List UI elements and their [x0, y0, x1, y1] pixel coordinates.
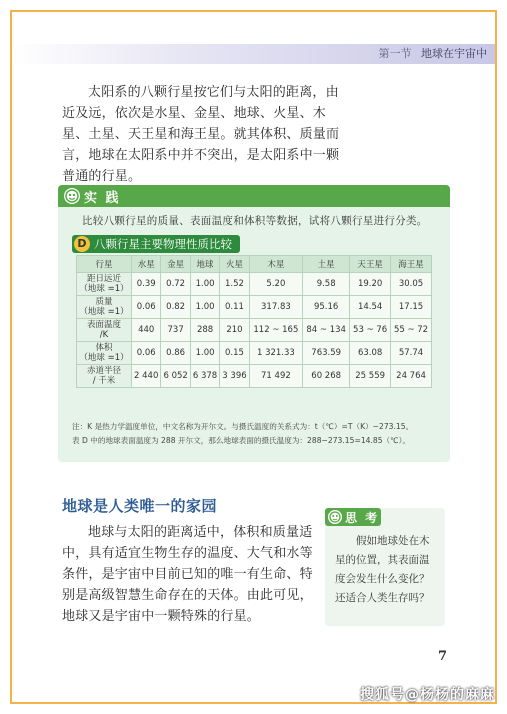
think-icon [328, 510, 342, 524]
table-cell: 2 440 [132, 365, 161, 388]
table-cell: 0.11 [220, 296, 249, 319]
table-cell: 0.39 [132, 273, 161, 296]
table-cell: 63.08 [350, 342, 391, 365]
table-cell: 0.72 [161, 273, 190, 296]
table-cell: 95.16 [303, 296, 350, 319]
table-cell: 0.06 [132, 296, 161, 319]
table-cell: 24 764 [391, 365, 432, 388]
table-header-cell: 金星 [161, 256, 190, 273]
intro-paragraph: 太阳系的八颗行星按它们与太阳的距离，由近及远，依次是水星、金星、地球、火星、木星、土星、天王星和海王星。就其体积、质量而言，地球在太阳系中并不突出，是太阳系中一颗普通的行星。 [62, 85, 340, 184]
table-cell: 6 052 [161, 365, 190, 388]
table-cell: 84 ~ 134 [303, 319, 350, 342]
table-badge: D [74, 236, 90, 252]
practice-box [58, 185, 450, 462]
section-title: 地球是人类唯一的家园 [62, 497, 218, 515]
table-row [77, 273, 432, 296]
table-cell: 30.05 [391, 273, 432, 296]
table-cell: 55 ~ 72 [391, 319, 432, 342]
table-header-cell: 水星 [132, 256, 161, 273]
table-cell: 112 ~ 165 [249, 319, 302, 342]
table-cell: 0.86 [161, 342, 190, 365]
table-row [77, 319, 432, 342]
row-label: 距日远近 （地球 =1） [77, 273, 132, 296]
table-cell: 19.20 [350, 273, 391, 296]
table-header-cell: 海王星 [391, 256, 432, 273]
planet-table [76, 255, 432, 388]
table-cell: 1.00 [190, 296, 219, 319]
table-cell: 0.06 [132, 342, 161, 365]
page-number: 7 [438, 649, 448, 664]
table-note-line2: 表 D 中的地球表面温度为 288 开尔文，那么地球表面的摄氏温度为：288−273.15=14.85（℃）。 [72, 436, 411, 445]
table-cell: 17.15 [391, 296, 432, 319]
table-row [77, 296, 432, 319]
think-title: 思 考 [345, 511, 380, 525]
think-box [325, 508, 445, 626]
header-section: 第一节 [378, 47, 412, 60]
table-cell: 14.54 [350, 296, 391, 319]
table-caption [72, 235, 240, 253]
running-header [379, 44, 488, 64]
row-label: 表面温度 /K [77, 319, 132, 342]
practice-description: 比较八颗行星的质量、表面温度和体积等数据，试将八颗行星进行分类。 [82, 215, 428, 227]
row-label: 赤道半径 / 千米 [77, 365, 132, 388]
table-cell: 60 268 [303, 365, 350, 388]
table-cell: 317.83 [249, 296, 302, 319]
table-header-cell: 火星 [220, 256, 249, 273]
table-header-row [77, 256, 432, 273]
table-cell: 1.00 [190, 273, 219, 296]
table-cell: 1.52 [220, 273, 249, 296]
table-note-line1: 注：K 是热力学温度单位，中文名称为开尔文。与摄氏温度的关系式为：t（℃）=T（K）−273.15。 [72, 422, 414, 431]
table-header-cell: 木星 [249, 256, 302, 273]
table-cell: 57.74 [391, 342, 432, 365]
think-question: 假如地球处在木星的位置，其表面温度会发生什么变化？还适合人类生存吗？ [335, 535, 430, 604]
table-cell: 288 [190, 319, 219, 342]
table-header-cell: 地球 [190, 256, 219, 273]
table-cell: 1.00 [190, 342, 219, 365]
think-header [325, 508, 381, 526]
practice-icon [64, 188, 80, 204]
header-title: 地球在宇宙中 [421, 47, 487, 60]
practice-header [58, 185, 450, 207]
section-paragraph: 地球与太阳的距离适中，体积和质量适中，具有适宜生物生存的温度、大气和水等条件，是宇宙中目前已知的唯一有生命、特别是高级智慧生命存在的天体。由此可见，地球又是宇宙中一颗特殊的行星。 [62, 525, 313, 624]
table-caption-text: 八颗行星主要物理性质比较 [94, 237, 232, 251]
table-cell: 0.15 [220, 342, 249, 365]
table-row [77, 342, 432, 365]
row-label: 质量 （地球 =1） [77, 296, 132, 319]
table-header-cell: 土星 [303, 256, 350, 273]
practice-title: 实 践 [84, 191, 121, 206]
watermark: 搜狐号@杨杨的麻麻 [360, 687, 495, 703]
table-cell: 0.82 [161, 296, 190, 319]
table-cell: 6 378 [190, 365, 219, 388]
table-cell: 9.58 [303, 273, 350, 296]
table-cell: 3 396 [220, 365, 249, 388]
table-cell: 737 [161, 319, 190, 342]
table-cell: 763.59 [303, 342, 350, 365]
table-header-cell: 行星 [77, 256, 132, 273]
table-cell: 5.20 [249, 273, 302, 296]
table-cell: 440 [132, 319, 161, 342]
table-cell: 210 [220, 319, 249, 342]
table-cell: 53 ~ 76 [350, 319, 391, 342]
row-label: 体积 （地球 =1） [77, 342, 132, 365]
table-cell: 1 321.33 [249, 342, 302, 365]
table-row [77, 365, 432, 388]
table-cell: 71 492 [249, 365, 302, 388]
table-cell: 25 559 [350, 365, 391, 388]
table-header-cell: 天王星 [350, 256, 391, 273]
